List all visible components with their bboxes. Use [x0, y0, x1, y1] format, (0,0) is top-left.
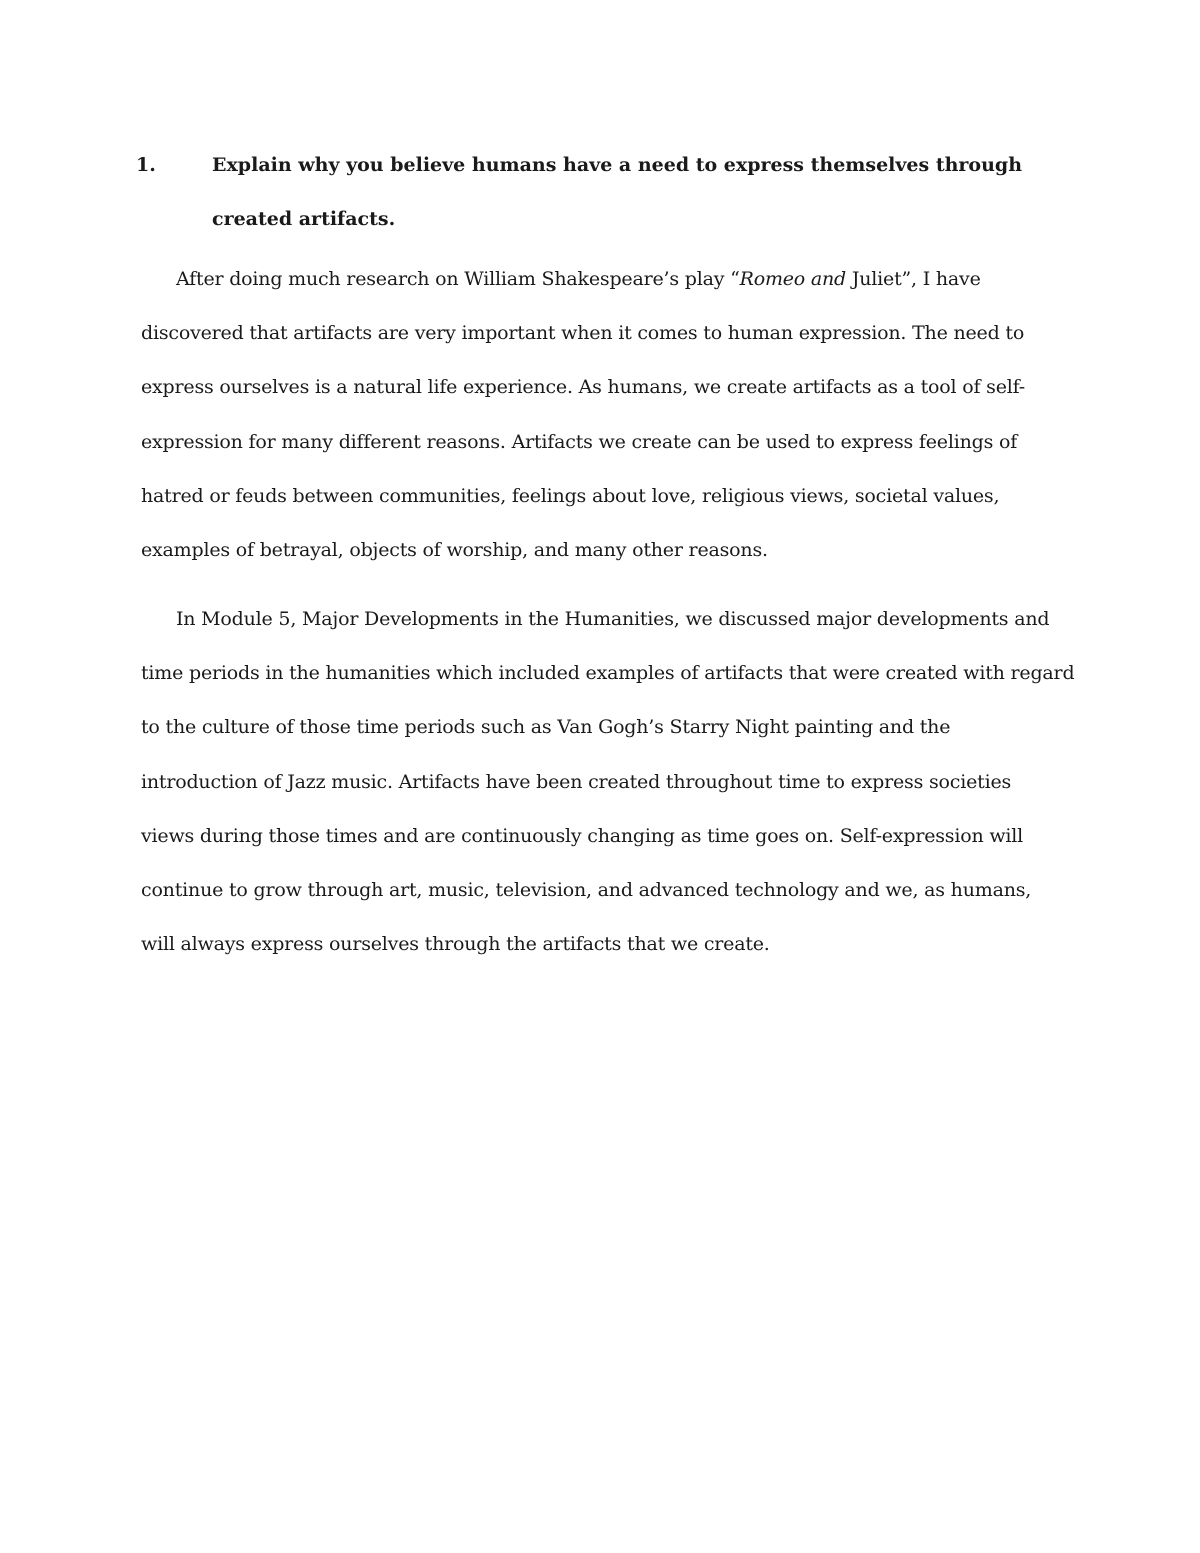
answer-paragraph-2 [141, 592, 1076, 971]
paragraph-line: time periods in the humanities which included examples of artifacts that were created with regard [141, 662, 1075, 685]
paragraph-line: expression for many different reasons. Artifacts we create can be used to express feelings of [141, 430, 1018, 453]
paragraph-line: hatred or feuds between communities, feelings about love, religious views, societal values, [141, 484, 1000, 507]
paragraph-line: views during those times and are continuously changing as time goes on. Self-expression will [141, 824, 1024, 847]
paragraph-line: introduction of Jazz music. Artifacts have been created throughout time to express societies [141, 770, 1012, 793]
paragraph-line: will always express ourselves through the artifacts that we create. [141, 933, 770, 956]
question-heading [136, 138, 1076, 246]
question-number: 1. [136, 154, 156, 176]
line-segment: Juliet”, I have [846, 268, 981, 290]
paragraph-line: continue to grow through art, music, television, and advanced technology and we, as humans, [141, 879, 1032, 902]
line-segment: After doing much research on William Shakespeare’s play “ [176, 268, 740, 290]
paragraph-line: In Module 5, Major Developments in the Humanities, we discussed major developments and [176, 608, 1050, 630]
paragraph-line [141, 252, 1076, 306]
answer-paragraph-1 [141, 252, 1076, 577]
paragraph-line: examples of betrayal, objects of worship, and many other reasons. [141, 539, 768, 562]
paragraph-line: express ourselves is a natural life experience. As humans, we create artifacts as a tool of self- [141, 376, 1026, 399]
paragraph-line: to the culture of those time periods such as Van Gogh’s Starry Night painting and the [141, 716, 951, 739]
paragraph-line: discovered that artifacts are very important when it comes to human expression. The need to [141, 322, 1025, 345]
question-text: Explain why you believe humans have a need to express themselves through created artifacts. [212, 154, 1023, 230]
play-title-italic: Romeo and [739, 268, 847, 290]
